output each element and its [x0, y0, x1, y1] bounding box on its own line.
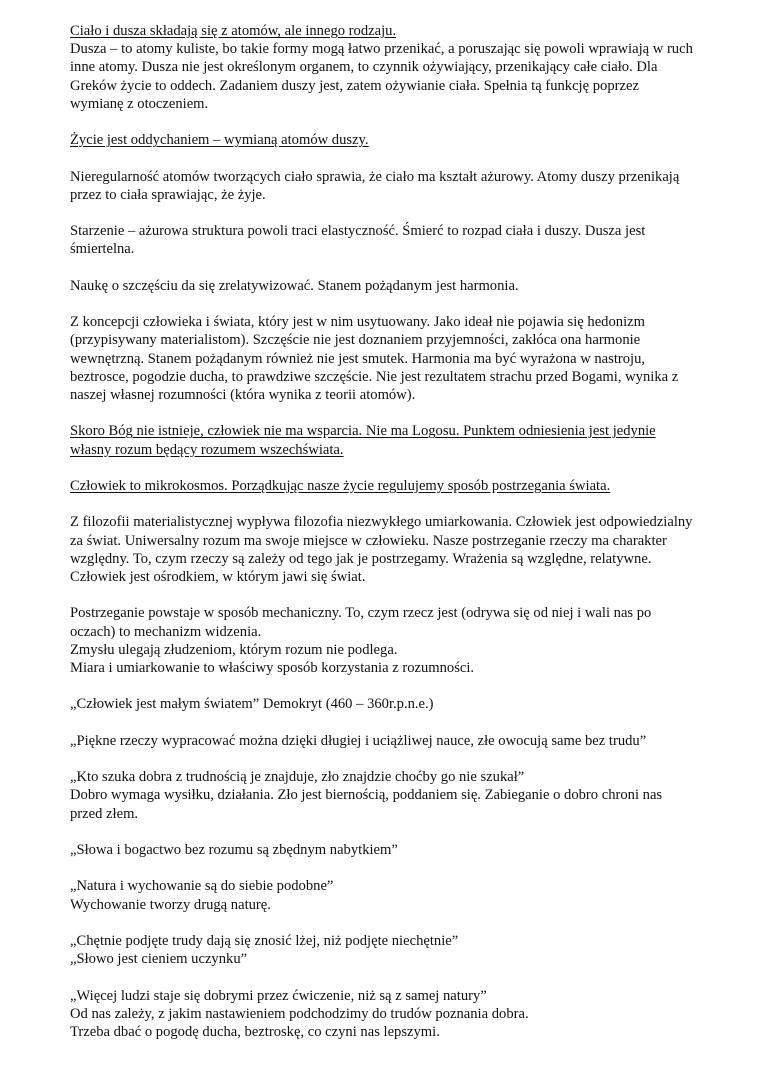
text-line: „Człowiek jest małym światem” Demokryt (460 – 360r.p.n.e.)	[70, 696, 434, 713]
paragraph	[70, 477, 720, 495]
text-line: własny rozum będący rozumem wszechświata.	[70, 441, 344, 458]
text-line: „Chętnie podjęte trudy dają się znosić lżej, niż podjęte niechętnie”	[70, 932, 459, 949]
paragraph	[70, 841, 720, 859]
paragraph	[70, 768, 720, 823]
text-line: względny. To, czym rzeczy są zależy od tego jak je postrzegamy. Wrażenia są względne, relatywne.	[70, 550, 652, 567]
text-line: „Więcej ludzi staje się dobrymi przez ćwiczenie, niż są z samej natury”	[70, 987, 487, 1004]
text-line: wewnętrzną. Stanem pożądanym również nie jest smutek. Harmonia ma być wyrażona w nastroju,	[70, 350, 646, 367]
text-line: naszej własnej rozumności (która wynika z teorii atomów).	[70, 386, 416, 403]
paragraph	[70, 604, 720, 677]
paragraph	[70, 313, 720, 404]
text-line: Człowiek jest ośrodkiem, w którym jawi się świat.	[70, 568, 366, 585]
text-line: przed złem.	[70, 805, 139, 822]
paragraph	[70, 513, 720, 586]
text-line: Starzenie – ażurowa struktura powoli traci elastyczność. Śmierć to rozpad ciała i duszy. Dusza jest	[70, 223, 646, 240]
text-line: Postrzeganie powstaje w sposób mechaniczny. To, czym rzecz jest (odrywa się od niej i wali nas po	[70, 605, 652, 622]
text-line: Dusza – to atomy kuliste, bo takie formy mogą łatwo przenikać, a poruszając się powoli wprawiają w ruch	[70, 41, 693, 58]
paragraph	[70, 277, 720, 295]
paragraph	[70, 22, 720, 40]
paragraph	[70, 222, 720, 258]
document-page	[70, 22, 720, 1059]
text-line: Człowiek to mikrokosmos. Porządkując nasze życie regulujemy sposób postrzegania świata.	[70, 477, 611, 494]
text-line: „Kto szuka dobra z trudnością je znajduje, zło znajdzie choćby go nie szukał”	[70, 769, 525, 786]
text-line: Naukę o szczęściu da się zrelatywizować. Stanem pożądanym jest harmonia.	[70, 277, 519, 294]
text-line: śmiertelna.	[70, 241, 135, 258]
text-line: Nieregularność atomów tworzących ciało sprawia, że ciało ma kształt ażurowy. Atomy duszy przenikają	[70, 168, 680, 185]
text-line: „Słowo jest cieniem uczynku”	[70, 951, 248, 968]
paragraph	[70, 732, 720, 750]
text-line: Wychowanie tworzy drugą naturę.	[70, 896, 271, 913]
text-line: Z filozofii materialistycznej wypływa filozofia niezwykłego umiarkowania. Człowiek jest odpowiedzialny	[70, 514, 693, 531]
text-line: beztrosce, pogodzie ducha, to prawdziwe szczęście. Nie jest rezultatem strachu przed Bogami, wynika z	[70, 368, 679, 385]
text-line: Miara i umiarkowanie to właściwy sposób korzystania z rozumności.	[70, 659, 475, 676]
text-line: Trzeba dbać o pogodę ducha, beztroskę, co czyni nas lepszymi.	[70, 1023, 440, 1040]
text-line: wymianę z otoczeniem.	[70, 95, 209, 112]
text-line: Skoro Bóg nie istnieje, człowiek nie ma wsparcia. Nie ma Logosu. Punktem odniesienia jest jedynie	[70, 423, 656, 440]
paragraph	[70, 168, 720, 204]
text-line: Z koncepcji człowieka i świata, który jest w nim usytuowany. Jako ideał nie pojawia się hedonizm	[70, 314, 645, 331]
text-line: Dobro wymaga wysiłku, działania. Zło jest biernością, poddaniem się. Zabieganie o dobro chroni nas	[70, 787, 663, 804]
text-line: „Słowa i bogactwo bez rozumu są zbędnym nabytkiem”	[70, 841, 398, 858]
paragraph	[70, 987, 720, 1042]
text-line: (przypisywany materialistom). Szczęście nie jest doznaniem przyjemności, zakłóca ona harmonie	[70, 332, 641, 349]
paragraph	[70, 422, 720, 458]
text-line: Zmysłu ulegają złudzeniom, którym rozum nie podlega.	[70, 641, 398, 658]
text-line: inne atomy. Dusza nie jest określonym organem, to czynnik ożywiający, przenikający całe ciało. Dla	[70, 59, 658, 76]
text-line: „Piękne rzeczy wypracować można dzięki długiej i uciążliwej nauce, złe owocują same bez trudu”	[70, 732, 647, 749]
text-line: oczach) to mechanizm widzenia.	[70, 623, 262, 640]
paragraph	[70, 877, 720, 913]
paragraph	[70, 932, 720, 968]
text-line: przez to ciała sprawiając, że żyje.	[70, 186, 266, 203]
text-line: Ciało i dusza składają się z atomów, ale innego rodzaju.	[70, 23, 397, 39]
text-line: Greków życie to oddech. Zadaniem duszy jest, zatem ożywianie ciała. Spełnia tą funkcję poprzez	[70, 77, 639, 94]
text-line: za świat. Uniwersalny rozum ma swoje miejsce w człowieku. Nasze postrzeganie rzeczy ma charakter	[70, 532, 667, 549]
paragraph	[70, 40, 720, 113]
paragraph	[70, 131, 720, 149]
text-line: „Natura i wychowanie są do siebie podobne”	[70, 878, 334, 895]
paragraph	[70, 695, 720, 713]
text-line: Od nas zależy, z jakim nastawieniem podchodzimy do trudów poznania dobra.	[70, 1005, 529, 1022]
text-line: Życie jest oddychaniem – wymianą atomów duszy.	[70, 132, 369, 149]
